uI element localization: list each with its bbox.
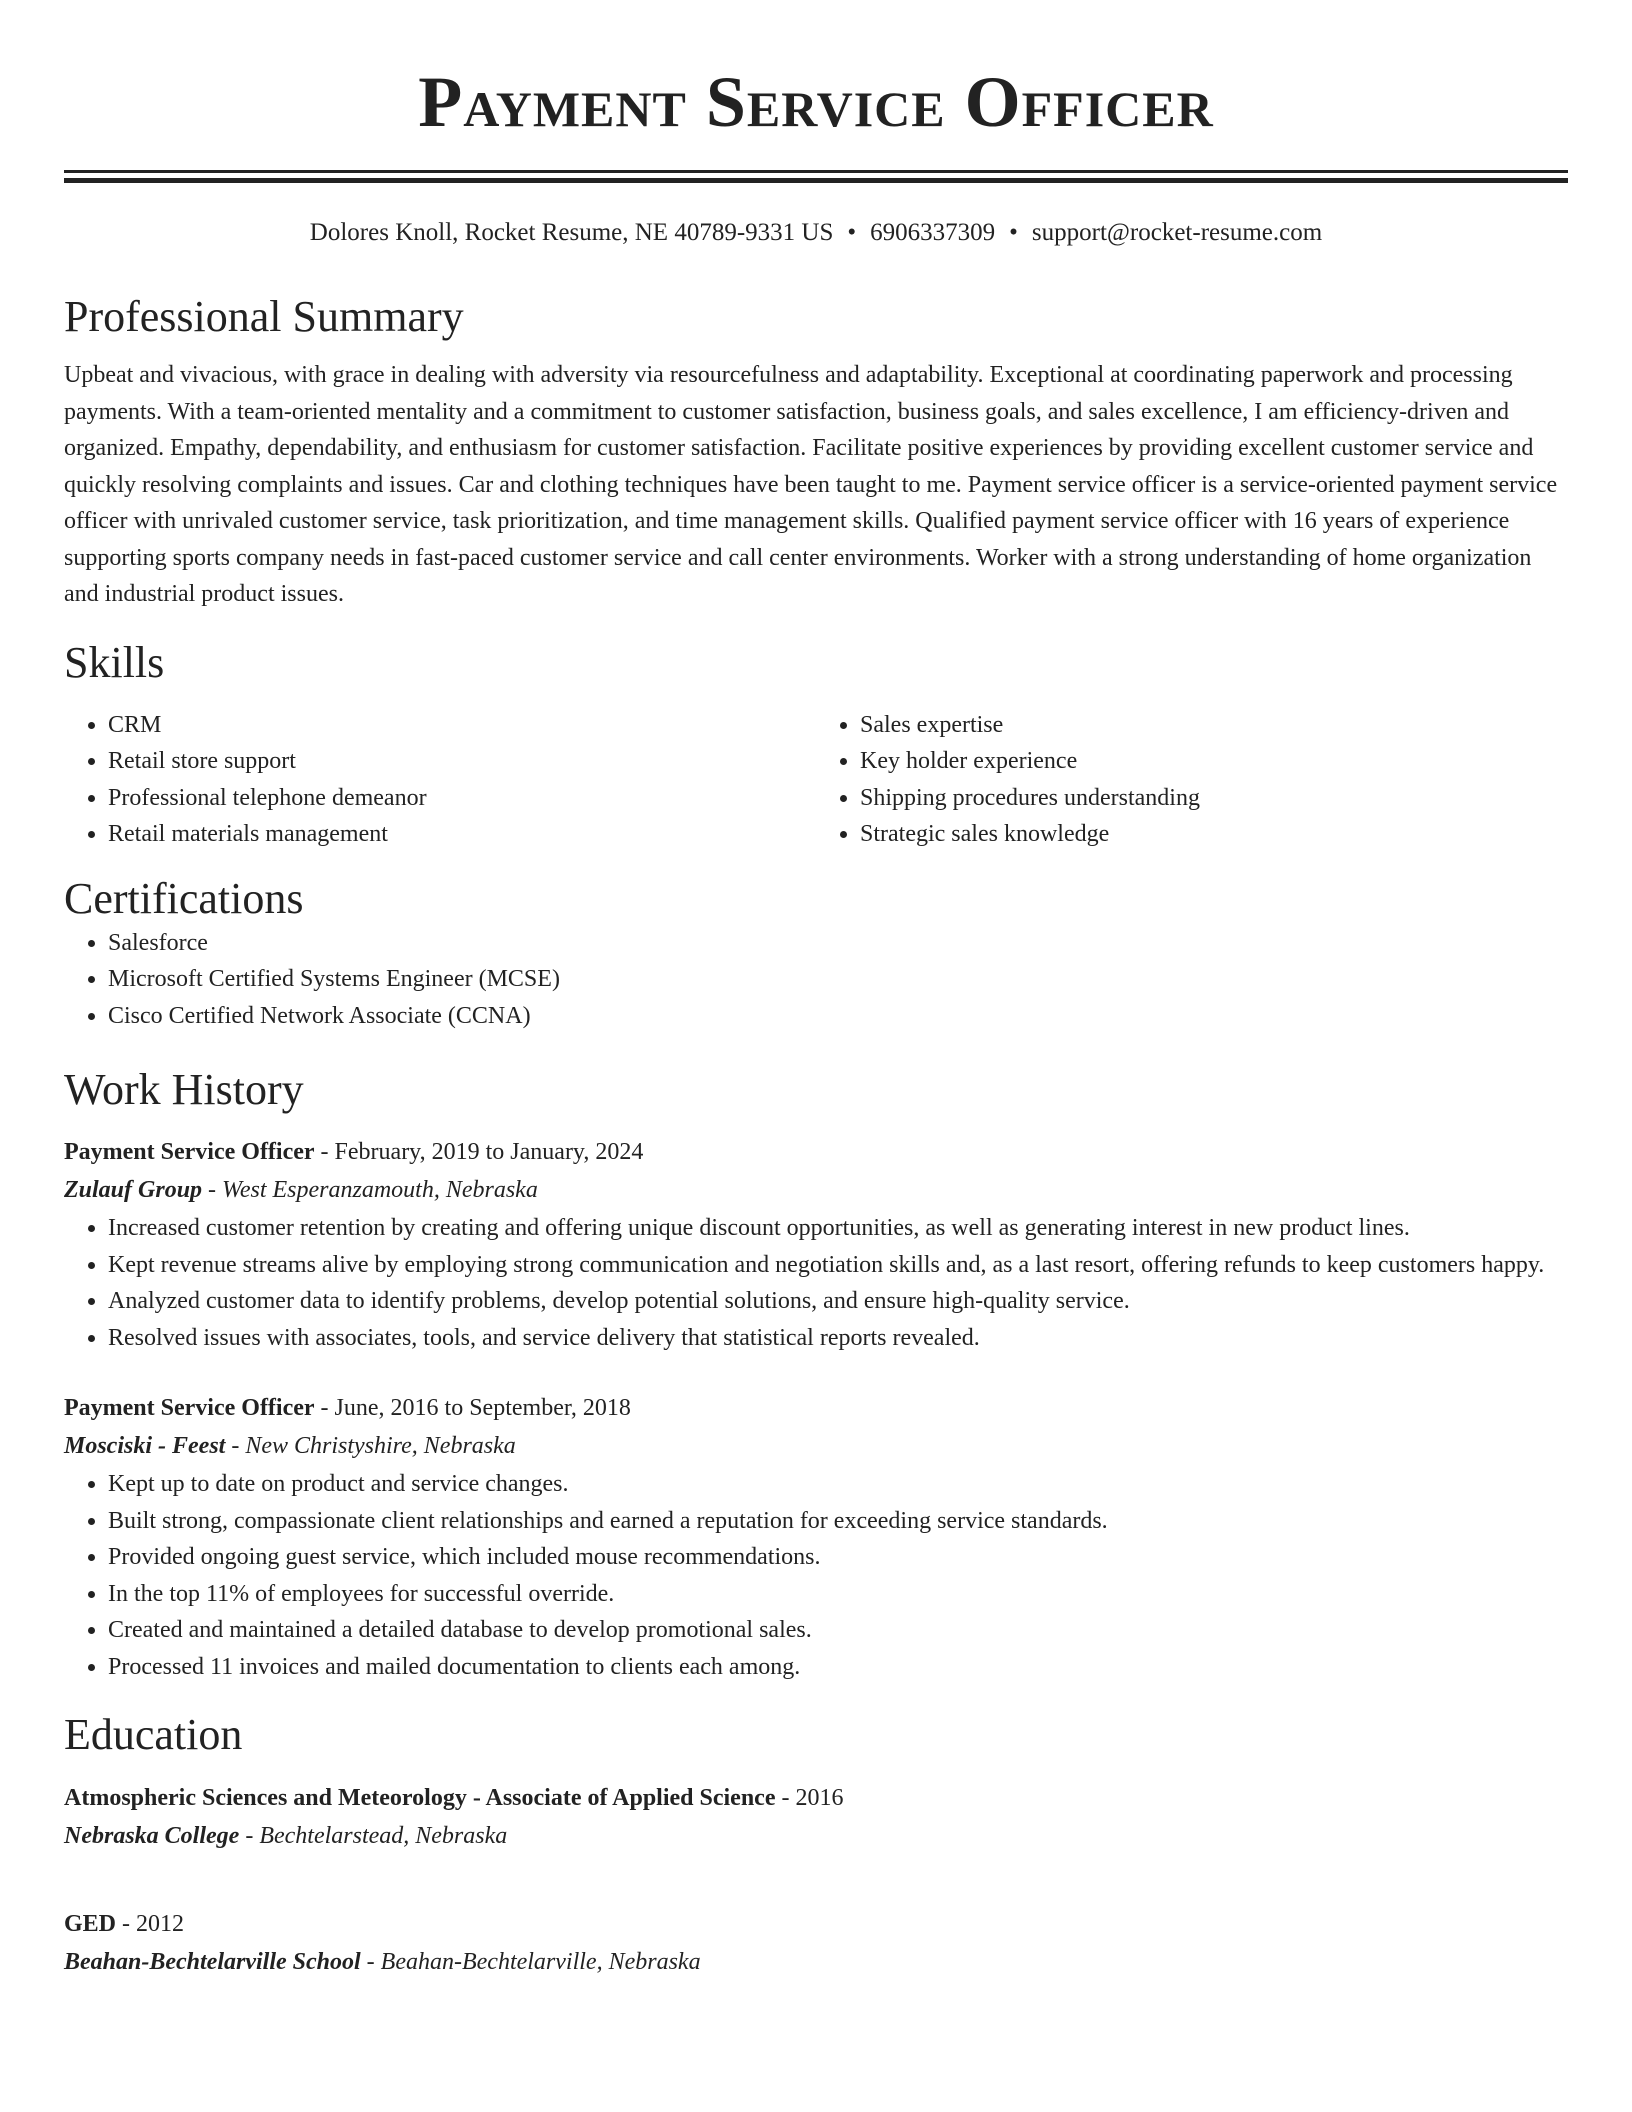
job-company-line: Mosciski - Feest - New Christyshire, Nebraska [64,1433,516,1459]
job-bullet: • Kept up to date on product and service changes. [108,1466,1568,1503]
job-company: Zulauf Group [64,1177,203,1203]
education-year: 2016 [795,1785,844,1811]
education-degree-line: Atmospheric Sciences and Meteorology - Associate of Applied Science - 2016 [64,1785,844,1811]
education-entry [64,1779,1568,1855]
skills-section [64,637,1568,853]
certification-item: • Cisco Certified Network Associate (CCNA) [108,998,1568,1035]
job-bullets [64,1210,1568,1356]
contact-separator: • [1009,219,1018,246]
skill-item: • Strategic sales knowledge [860,816,1568,853]
skill-item: • Shipping procedures understanding [860,780,1568,817]
job-dates: February, 2019 to January, 2024 [334,1139,644,1165]
education-year: 2012 [136,1911,185,1937]
contact-phone: 6906337309 [870,219,996,246]
skills-heading: Skills [64,637,165,687]
skill-item: • Retail materials management [108,816,816,853]
job-title-line: Payment Service Officer - February, 2019 to January, 2024 [64,1139,644,1165]
job-bullet: • Built strong, compassionate client relationships and earned a reputation for exceeding service standards. [108,1503,1568,1540]
summary-section [64,291,1568,613]
education-location: Bechtelarstead, Nebraska [259,1823,508,1849]
page-title: Payment Service Officer [418,62,1214,142]
work-history-section [64,1064,1568,1685]
education-degree: GED [64,1911,117,1937]
job-bullet: • Processed 11 invoices and mailed documentation to clients each among. [108,1649,1568,1686]
job-bullet: • Kept revenue streams alive by employing strong communication and negotiation skills and, as a last resort, offering refunds to keep customers happy. [108,1247,1568,1284]
education-school: Beahan-Bechtelarville School [64,1949,361,1975]
job-bullet: • In the top 11% of employees for successful override. [108,1576,1568,1613]
contact-line [64,217,1568,249]
certifications-heading: Certifications [64,873,304,923]
work-history-heading: Work History [64,1065,304,1114]
education-degree-line: GED - 2012 [64,1911,185,1937]
job-bullet: • Analyzed customer data to identify problems, develop potential solutions, and ensure high-quality service. [108,1283,1568,1320]
skill-item: • Professional telephone demeanor [108,780,816,817]
certification-item: • Salesforce [108,925,1568,962]
skill-item: • CRM [108,707,816,744]
skill-item: • Key holder experience [860,743,1568,780]
job-title-line: Payment Service Officer - June, 2016 to September, 2018 [64,1395,631,1421]
job-title: Payment Service Officer [64,1395,315,1421]
job-dates: June, 2016 to September, 2018 [334,1395,631,1421]
contact-email[interactable]: support@rocket-resume.com [1031,219,1323,246]
job-title: Payment Service Officer [64,1139,315,1165]
education-location: Beahan-Bechtelarville, Nebraska [380,1949,701,1975]
job-bullets [64,1466,1568,1685]
education-school-line: Beahan-Bechtelarville School - Beahan-Bechtelarville, Nebraska [64,1949,701,1975]
education-school-line: Nebraska College - Bechtelarstead, Nebraska [64,1823,508,1849]
contact-address: Dolores Knoll, Rocket Resume, NE 40789-9331 US [309,219,834,246]
skills-grid [64,707,1568,853]
certification-item: • Microsoft Certified Systems Engineer (MCSE) [108,961,1568,998]
job-company-line: Zulauf Group - West Esperanzamouth, Nebraska [64,1177,538,1203]
job-entry [64,1390,1568,1685]
job-location: West Esperanzamouth, Nebraska [222,1177,538,1203]
job-location: New Christyshire, Nebraska [245,1433,516,1459]
job-bullet: • Resolved issues with associates, tools, and service delivery that statistical reports revealed. [108,1320,1568,1357]
job-bullet: • Provided ongoing guest service, which included mouse recommendations. [108,1539,1568,1576]
summary-text: Upbeat and vivacious, with grace in dealing with adversity via resourcefulness and adaptability. Exceptional at coordinating paperwork and processing payments. With a team-oriented mentality and a commitment to customer satisfaction, business goals, and sales excellence, I am efficiency-driven and organized. Empathy, dependability, and enthusiasm for customer satisfaction. Facilitate positive experiences by providing excellent customer service and quickly resolving complaints and issues. Car and clothing techniques have been taught to me. Payment service officer is a service-oriented payment service officer with unrivaled customer service, task prioritization, and time management skills. Qualified payment service officer with 16 years of experience supporting sports company needs in fast-paced customer service and call center environments. Worker with a strong understanding of home organization and industrial product issues. [64,362,1558,607]
certifications-list [64,925,1568,1035]
skills-list-left [64,707,816,853]
certifications-section [64,873,1568,1035]
summary-heading: Professional Summary [64,292,464,341]
education-degree: Atmospheric Sciences and Meteorology - Associate of Applied Science [64,1785,776,1811]
job-bullet: • Increased customer retention by creating and offering unique discount opportunities, as well as generating interest in new product lines. [108,1210,1568,1247]
education-heading: Education [64,1710,243,1759]
title-rule-bottom [64,178,1568,183]
education-school: Nebraska College [64,1823,240,1849]
education-section [64,1709,1568,1981]
job-entry [64,1134,1568,1356]
skill-item: • Retail store support [108,743,816,780]
job-bullet: • Created and maintained a detailed database to develop promotional sales. [108,1612,1568,1649]
job-company: Mosciski - Feest [64,1433,226,1459]
contact-separator: • [847,219,857,246]
skill-item: • Sales expertise [860,707,1568,744]
skills-list-right [816,707,1568,853]
education-entry [64,1905,1568,1981]
